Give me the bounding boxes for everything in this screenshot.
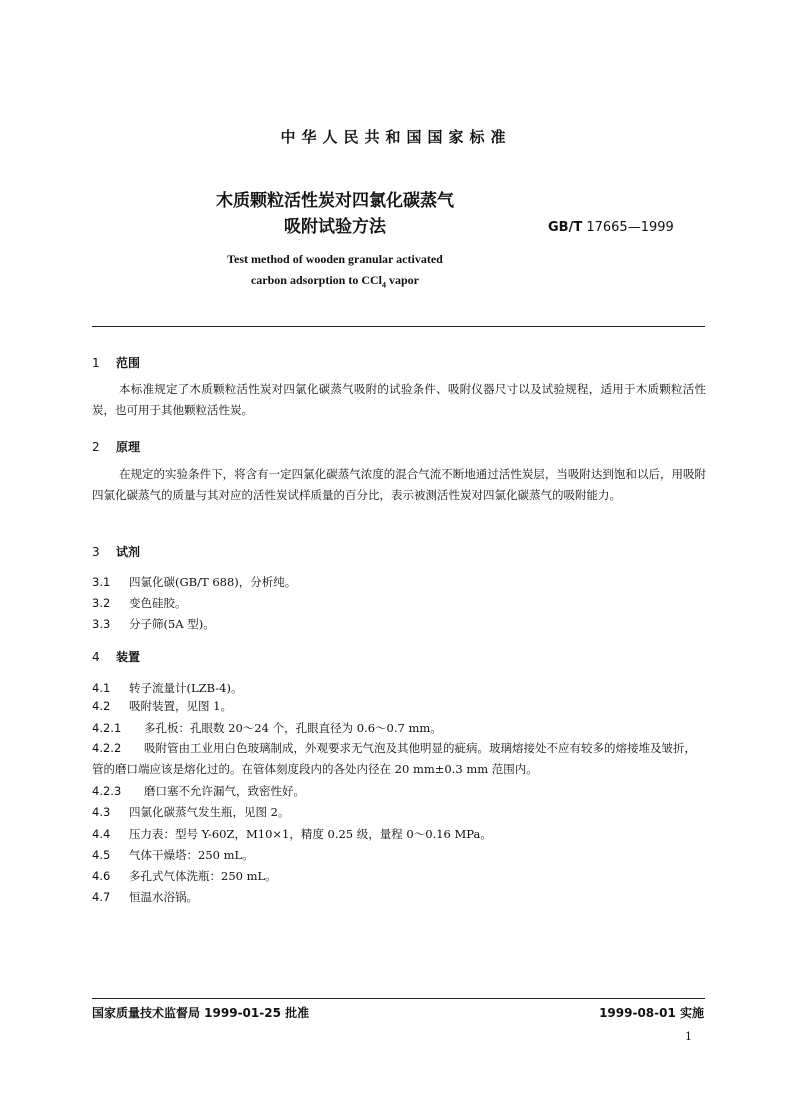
list-item (92, 573, 706, 591)
item-number: 4.6 (92, 869, 111, 883)
page-number: 1 (685, 1030, 692, 1043)
item-text: 转子流量计(LZB-4)。 (129, 681, 243, 695)
list-item (92, 679, 706, 697)
item-number: 4.3 (92, 805, 111, 819)
header-rule (92, 326, 705, 327)
item-text: 多孔式气体洗瓶：250 mL。 (129, 869, 277, 883)
item-text: 分子筛(5A 型)。 (129, 617, 215, 631)
list-item (92, 782, 706, 800)
section-1-text: 本标准规定了木质颗粒活性炭对四氯化碳蒸气吸附的试验条件、吸附仪器尺寸以及试验规程，适用于木质颗粒活性炭，也可用于其他颗粒活性炭。 (92, 382, 706, 417)
title-zh-line1: 木质颗粒活性炭对四氯化碳蒸气 (216, 191, 454, 211)
item-text: 压力表：型号 Y-60Z，M10×1，精度 0.25 级，量程 0～0.16 MPa。 (129, 827, 492, 841)
section-3-heading (92, 543, 140, 560)
section-4-heading (92, 648, 140, 665)
list-item (92, 594, 706, 612)
effective-date: 1999-08-01 实施 (599, 1006, 704, 1020)
section-1-number: 1 (92, 356, 100, 370)
item-text: 变色硅胶。 (129, 596, 187, 610)
list-item (92, 803, 706, 821)
title-en-line2 (150, 273, 520, 289)
item-text: 磨口塞不允许漏气，致密性好。 (144, 784, 305, 798)
item-text: 吸附管由工业用白色玻璃制成，外观要求无气泡及其他明显的疵病。玻璃熔接处不应有较多的熔接堆及皱折，管的磨口端应该是熔化过的。在管体刻度段内的各处内径在 20 mm±0.3 mm 范围内。 (92, 741, 696, 776)
footer-rule (92, 998, 705, 999)
section-2-heading (92, 438, 140, 455)
section-3-number: 3 (92, 545, 100, 559)
list-item (92, 867, 706, 885)
title-en-line2-pre: carbon adsorption to CCl (250, 273, 382, 287)
list-item (92, 697, 706, 715)
title-zh-line2: 吸附试验方法 (284, 217, 386, 237)
item-number: 4.2.1 (92, 721, 122, 735)
list-item (92, 719, 706, 737)
section-4-number: 4 (92, 650, 100, 664)
item-number: 4.2.2 (92, 741, 122, 755)
national-standard-heading: 中华人民共和国国家标准 (280, 128, 512, 146)
item-text: 四氯化碳蒸气发生瓶，见图 2。 (129, 805, 290, 819)
item-text: 吸附装置，见图 1。 (129, 699, 232, 713)
list-item (92, 615, 706, 633)
title-en-line2-post: vapor (386, 273, 419, 287)
issue-approval: 国家质量技术监督局 1999-01-25 批准 (92, 1006, 310, 1020)
list-item (92, 738, 706, 780)
item-number: 4.2 (92, 699, 111, 713)
item-text: 恒温水浴锅。 (129, 890, 198, 904)
item-number: 4.5 (92, 848, 111, 862)
item-number: 4.7 (92, 890, 111, 904)
item-number: 3.1 (92, 575, 111, 589)
item-text: 气体干燥塔：250 mL。 (129, 848, 254, 862)
item-number: 4.2.3 (92, 784, 122, 798)
section-2-title: 原理 (116, 440, 141, 454)
section-4-title: 装置 (116, 650, 141, 664)
standard-code (548, 220, 674, 235)
item-number: 4.1 (92, 681, 111, 695)
section-2-number: 2 (92, 440, 100, 454)
section-1-title: 范围 (116, 356, 141, 370)
item-number: 4.4 (92, 827, 111, 841)
list-item (92, 825, 706, 843)
section-2-text: 在规定的实验条件下，将含有一定四氯化碳蒸气浓度的混合气流不断地通过活性炭层，当吸附达到饱和以后，用吸附四氯化碳蒸气的质量与其对应的活性炭试样质量的百分比，表示被测活性炭对四氯化碳蒸气的吸附能力。 (92, 467, 706, 502)
item-text: 四氯化碳(GB/T 688)，分析纯。 (129, 575, 297, 589)
code-prefix: GB/T (548, 220, 583, 235)
title-en-subscript: 4 (382, 280, 386, 290)
code-number: 17665—1999 (586, 220, 674, 235)
list-item (92, 846, 706, 864)
section-3-title: 试剂 (116, 545, 141, 559)
section-1-heading (92, 354, 140, 371)
item-number: 3.3 (92, 617, 111, 631)
item-text: 多孔板：孔眼数 20～24 个，孔眼直径为 0.6～0.7 mm。 (144, 721, 442, 735)
title-en-line1: Test method of wooden granular activated (227, 252, 443, 266)
list-item (92, 888, 706, 906)
item-number: 3.2 (92, 596, 111, 610)
